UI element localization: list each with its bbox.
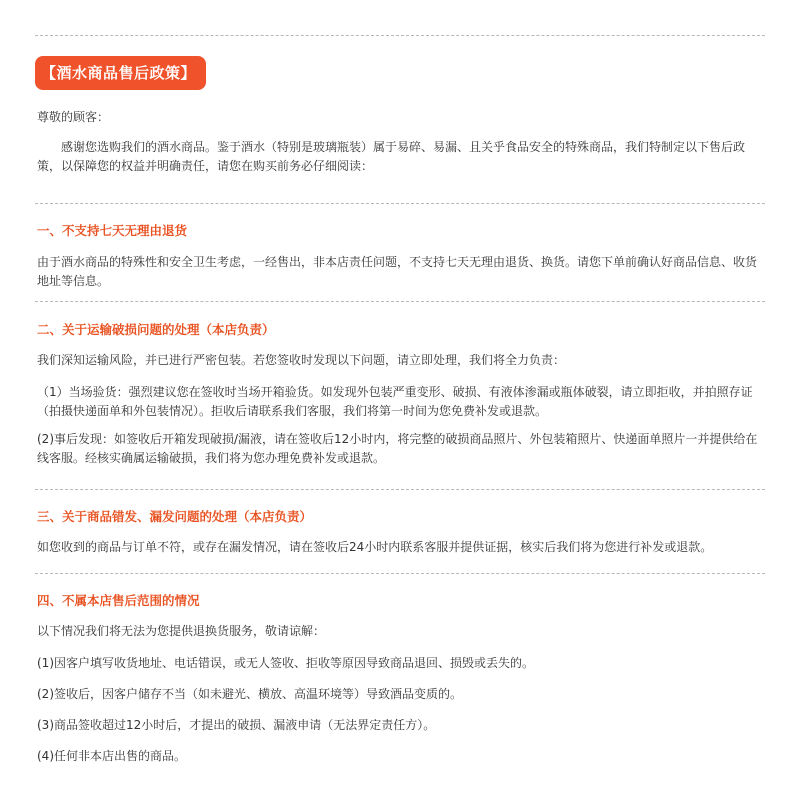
page-title: 【酒水商品售后政策】	[35, 56, 206, 90]
section3-heading: 三、关于商品错发、漏发问题的处理（本店负责）	[37, 509, 313, 524]
section4-item3: (3)商品签收超过12小时后，才提出的破损、漏液申请（无法界定责任方）。	[37, 718, 436, 732]
section2-heading: 二、关于运输破损问题的处理（本店负责）	[37, 322, 275, 337]
section4-heading: 四、不属本店售后范围的情况	[37, 593, 200, 608]
section2-item2: (2)事后发现：如签收后开箱发现破损/漏液，请在签收后12小时内，将完整的破损商品照片、外包装箱照片、快递面单照片一并提供给在线客服。经核实确属运输破损，我们将为您办理免费补发或退款。	[37, 432, 758, 465]
section-divider	[35, 573, 765, 574]
section-divider	[35, 301, 765, 302]
section4-item4: (4)任何非本店出售的商品。	[37, 749, 186, 763]
section1-heading: 一、不支持七天无理由退货	[37, 223, 188, 238]
intro-paragraph: 感谢您选购我们的酒水商品。鉴于酒水（特别是玻璃瓶装）属于易碎、易漏、且关乎食品安全的特殊商品，我们特制定以下售后政策，以保障您的权益并明确责任，请您在购买前务必仔细阅读：	[37, 140, 746, 173]
top-divider	[35, 35, 765, 36]
greeting: 尊敬的顾客：	[37, 110, 110, 124]
section-divider	[35, 203, 765, 204]
section3-body: 如您收到的商品与订单不符，或存在漏发情况，请在签收后24小时内联系客服并提供证据，核实后我们将为您进行补发或退款。	[37, 540, 713, 554]
section4-item2: (2)签收后，因客户储存不当（如未避光、横放、高温环境等）导致酒品变质的。	[37, 687, 463, 701]
section4-lead: 以下情况我们将无法为您提供退换货服务，敬请谅解：	[37, 624, 326, 638]
section2-lead: 我们深知运输风险，并已进行严密包装。若您签收时发现以下问题，请立即处理，我们将全力负责：	[37, 353, 566, 367]
section4-item1: (1)因客户填写收货地址、电话错误，或无人签收、拒收等原因导致商品退回、损毁或丢失的。	[37, 656, 535, 670]
section1-body: 由于酒水商品的特殊性和安全卫生考虑，一经售出，非本店责任问题，不支持七天无理由退货、换货。请您下单前确认好商品信息、收货地址等信息。	[37, 255, 758, 288]
section2-item1: （1）当场验货：强烈建议您在签收时当场开箱验货。如发现外包装严重变形、破损、有液体渗漏或瓶体破裂，请立即拒收，并拍照存证（拍摄快递面单和外包装情况）。拒收后请联系我们客服，我们将第一时间为您免费补发或退款。	[37, 385, 753, 418]
section-divider	[35, 489, 765, 490]
